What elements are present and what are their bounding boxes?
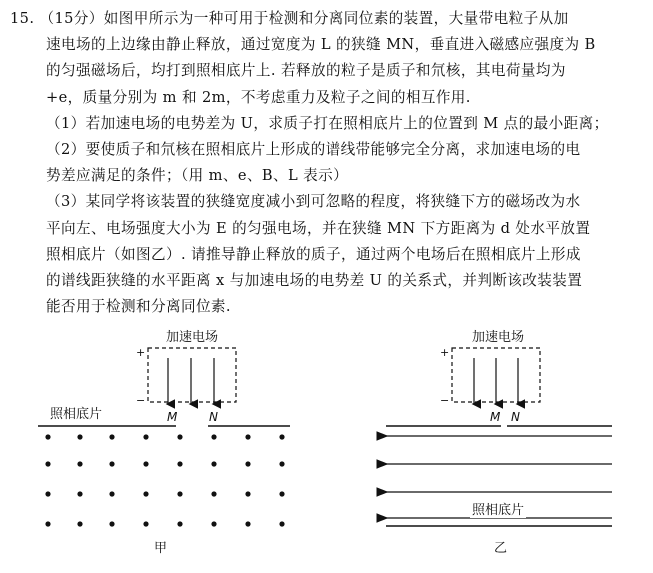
- magnetic-field-dot: [77, 434, 82, 439]
- question-3-cont-1: [10, 216, 646, 242]
- problem-line-3: [10, 58, 646, 84]
- magnetic-field-dot: [177, 434, 182, 439]
- minus-sign: −: [136, 394, 146, 407]
- magnetic-field-dot: [143, 461, 148, 466]
- figure-b-diagram: [370, 328, 630, 573]
- magnetic-field-dot: [109, 461, 114, 466]
- plus-sign: +: [440, 346, 450, 359]
- magnetic-field-dot: [279, 434, 284, 439]
- magnetic-field-dot: [177, 491, 182, 496]
- question-3-cont-3: [10, 268, 646, 294]
- magnetic-field-dot: [77, 491, 82, 496]
- magnetic-field-dot: [143, 491, 148, 496]
- magnetic-field-dot: [279, 461, 284, 466]
- magnetic-field-dot: [245, 521, 250, 526]
- magnetic-field-dots: [45, 434, 284, 526]
- question-2: [10, 137, 646, 163]
- magnetic-field-dot: [109, 434, 114, 439]
- question-3-cont-2-text: 照相底片（如图乙）. 请推导静止释放的质子，通过两个电场后在照相底片上形成: [46, 245, 581, 263]
- accel-field-box: [148, 348, 236, 402]
- problem-line-1: 15. （15分）如图甲所示为一种可用于检测和分离同位素的装置，大量带电粒子从加: [10, 10, 569, 27]
- problem-text: [10, 6, 646, 320]
- figure-b: [370, 328, 630, 573]
- figure-a: [0, 328, 320, 573]
- magnetic-field-dot: [211, 461, 216, 466]
- problem-line-2-text: 速电场的上边缘由静止释放，通过宽度为 L 的狭缝 MN，垂直进入磁感应强度为 B: [46, 36, 596, 54]
- m-label: M: [167, 410, 178, 424]
- magnetic-field-dot: [143, 434, 148, 439]
- magnetic-field-dot: [77, 461, 82, 466]
- magnetic-field-dot: [211, 521, 216, 526]
- accel-field-label: 加速电场: [472, 330, 525, 345]
- problem-line-4-text: +e，质量分别为 m 和 2m，不考虑重力及粒子之间的相互作用.: [46, 88, 471, 106]
- magnetic-field-dot: [245, 434, 250, 439]
- magnetic-field-dot: [45, 491, 50, 496]
- question-3-cont-2: [10, 242, 646, 268]
- figure-a-caption: 甲: [154, 541, 168, 556]
- problem-line-3-text: 的匀强磁场后，均打到照相底片上. 若释放的粒子是质子和氘核，其电荷量均为: [46, 62, 566, 80]
- question-2-cont-text: 势差应满足的条件；（用 m、e、B、L 表示）: [46, 167, 349, 185]
- magnetic-field-dot: [245, 491, 250, 496]
- magnetic-field-dot: [245, 461, 250, 466]
- n-label: N: [511, 410, 520, 424]
- magnetic-field-dot: [45, 434, 50, 439]
- question-3: [10, 189, 646, 215]
- accel-field-label: 加速电场: [166, 330, 219, 345]
- minus-sign: −: [440, 394, 450, 407]
- film-label: 照相底片: [472, 503, 525, 518]
- question-2-cont: [10, 163, 646, 189]
- question-1: [10, 111, 646, 137]
- question-3-cont-1-text: 平向左、电场强度大小为 E 的匀强电场，并在狭缝 MN 下方距离为 d 处水平放置: [46, 219, 591, 237]
- question-2-text: （2）要使质子和氘核在照相底片上形成的谱线带能够完全分离，求加速电场的电: [46, 140, 581, 158]
- magnetic-field-dot: [77, 521, 82, 526]
- question-1-text: （1）若加速电场的电势差为 U，求质子打在照相底片上的位置到 M 点的最小距离；: [46, 114, 609, 132]
- magnetic-field-dot: [279, 521, 284, 526]
- magnetic-field-dot: [143, 521, 148, 526]
- question-3-cont-3-text: 的谱线距狭缝的水平距离 x 与加速电场的电势差 U 的关系式，并判断该改装装置: [46, 271, 583, 289]
- problem-line-2: [10, 32, 646, 58]
- question-3-cont-4-text: 能否用于检测和分离同位素.: [46, 298, 231, 316]
- magnetic-field-dot: [279, 491, 284, 496]
- magnetic-field-dot: [211, 434, 216, 439]
- magnetic-field-dot: [45, 461, 50, 466]
- plus-sign: +: [136, 346, 146, 359]
- m-label: M: [490, 410, 501, 424]
- figure-a-diagram: [0, 328, 320, 573]
- n-label: N: [209, 410, 218, 424]
- magnetic-field-dot: [211, 491, 216, 496]
- magnetic-field-dot: [177, 521, 182, 526]
- problem-line-4: [10, 85, 646, 111]
- question-3-cont-4: [10, 294, 646, 320]
- magnetic-field-dot: [109, 491, 114, 496]
- question-3-text: （3）某同学将该装置的狭缝宽度减小到可忽略的程度，将狭缝下方的磁场改为水: [46, 193, 581, 211]
- film-label: 照相底片: [50, 407, 103, 422]
- magnetic-field-dot: [177, 461, 182, 466]
- figure-b-caption: 乙: [494, 541, 508, 556]
- magnetic-field-dot: [109, 521, 114, 526]
- magnetic-field-dot: [45, 521, 50, 526]
